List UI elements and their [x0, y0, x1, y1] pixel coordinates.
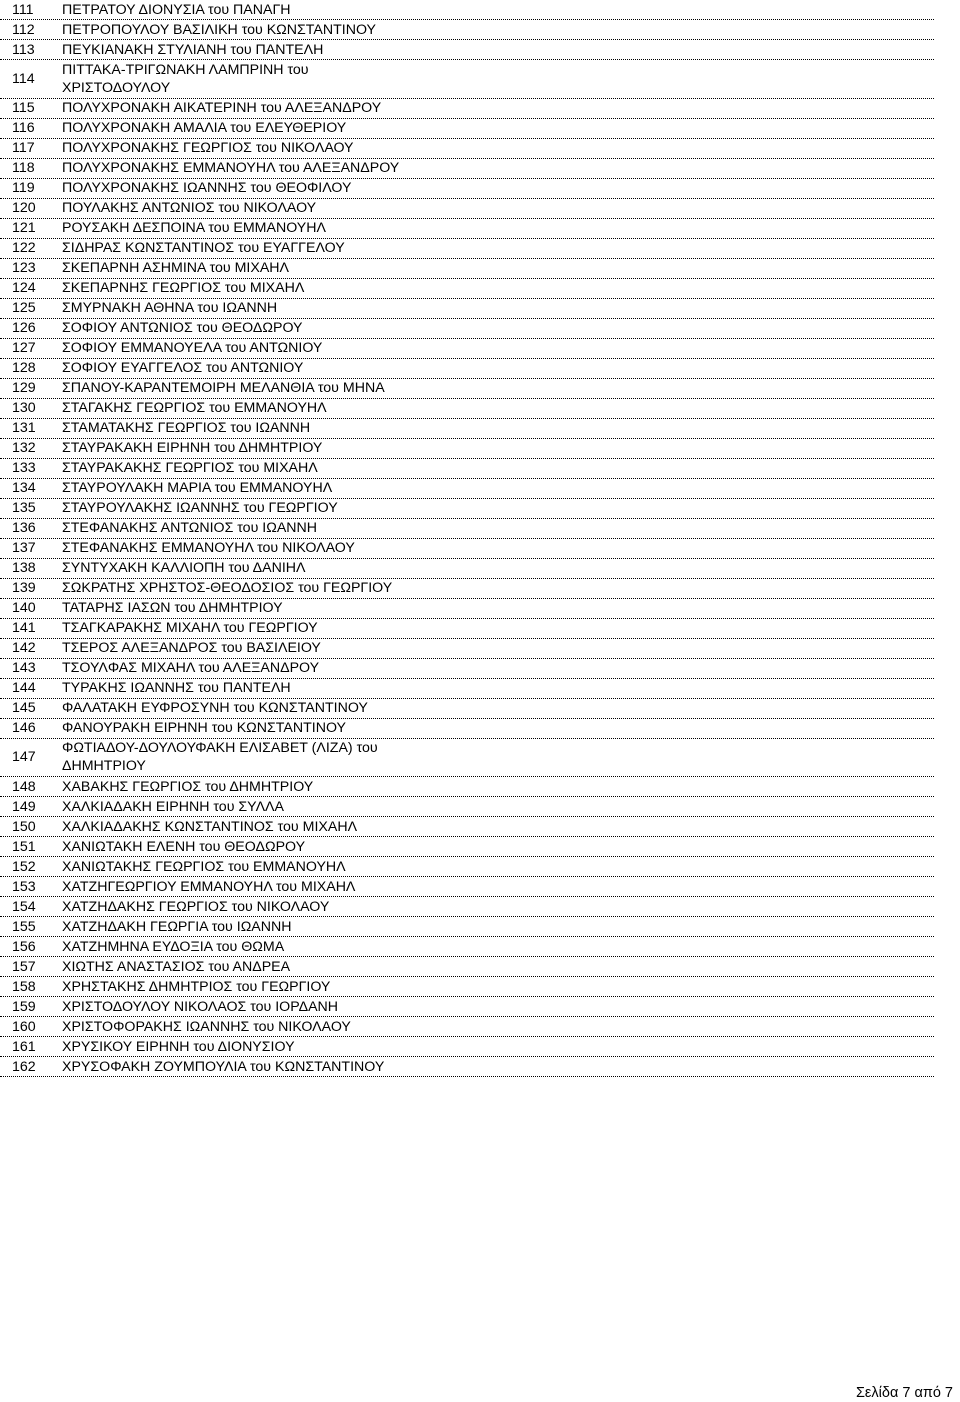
entry-name: ΤΣΟΥΛΦΑΣ ΜΙΧΑΗΛ του ΑΛΕΞΑΝΔΡΟΥ: [62, 660, 320, 676]
list-item: [0, 339, 934, 359]
entry-name: ΣΤΑΜΑΤΑΚΗΣ ΓΕΩΡΓΙΟΣ του ΙΩΑΝΝΗ: [62, 420, 311, 436]
entry-name: ΡΟΥΣΑΚΗ ΔΕΣΠΟΙΝΑ του ΕΜΜΑΝΟΥΗΛ: [62, 220, 326, 236]
entry-number: 112: [12, 21, 35, 38]
list-item: [0, 239, 934, 259]
entry-name: ΣΤΑΥΡΑΚΑΚΗΣ ΓΕΩΡΓΙΟΣ του ΜΙΧΑΗΛ: [62, 460, 318, 476]
list-item: [0, 359, 934, 379]
entry-name: ΧΑΛΚΙΑΔΑΚΗ ΕΙΡΗΝΗ του ΣΥΛΛΑ: [62, 798, 284, 815]
list-item: [0, 977, 934, 997]
entry-number: 133: [12, 460, 36, 476]
page-number: Σελίδα 7 από 7: [855, 1385, 953, 1401]
entry-number: 128: [12, 360, 36, 376]
entry-name: ΤΣΑΓΚΑΡΑΚΗΣ ΜΙΧΑΗΛ του ΓΕΩΡΓΙΟΥ: [62, 620, 318, 636]
list-item: [0, 279, 934, 299]
entry-name: ΠΟΛΥΧΡΟΝΑΚΗ ΑΜΑΛΙΑ του ΕΛΕΥΘΕΡΙΟΥ: [62, 120, 347, 136]
entry-name: ΣΤΕΦΑΝΑΚΗΣ ΕΜΜΑΝΟΥΗΛ του ΝΙΚΟΛΑΟΥ: [62, 540, 355, 556]
entry-name-line2: ΔΗΜΗΤΡΙΟΥ: [62, 758, 146, 775]
entry-name: ΧΡΙΣΤΟΦΟΡΑΚΗΣ ΙΩΑΝΝΗΣ του ΝΙΚΟΛΑΟΥ: [62, 1018, 351, 1035]
entry-name: ΣΤΑΥΡΟΥΛΑΚΗΣ ΙΩΑΝΝΗΣ του ΓΕΩΡΓΙΟΥ: [62, 500, 338, 516]
list-item: [0, 579, 934, 599]
list-item: [0, 539, 934, 559]
list-item: [0, 659, 934, 679]
entry-name: ΣΟΦΙΟΥ ΕΜΜΑΝΟΥΕΛΑ του ΑΝΤΩΝΙΟΥ: [62, 340, 323, 356]
entry-name: ΣΤΑΥΡΟΥΛΑΚΗ ΜΑΡΙΑ του ΕΜΜΑΝΟΥΗΛ: [62, 480, 333, 496]
list-item: [0, 319, 934, 339]
entry-number: 152: [12, 858, 36, 875]
entry-number: 145: [12, 700, 36, 716]
entry-number: 151: [12, 838, 36, 855]
entry-number: 138: [12, 560, 36, 576]
entry-number: 127: [12, 340, 36, 356]
entry-number: 113: [12, 41, 35, 58]
list-item: [0, 1037, 934, 1057]
entry-name: ΣΠΑΝΟΥ-ΚΑΡΑΝΤΕΜΟΙΡΗ ΜΕΛΑΝΘΙΑ του ΜΗΝΑ: [62, 380, 385, 396]
list-item: [0, 957, 934, 977]
entry-number: 111: [12, 1, 34, 18]
list-item: [0, 499, 934, 519]
list-item: [0, 1017, 934, 1037]
list-item: [0, 777, 934, 797]
list-item: [0, 159, 934, 179]
entry-name: ΧΑΛΚΙΑΔΑΚΗΣ ΚΩΝΣΤΑΝΤΙΝΟΣ του ΜΙΧΑΗΛ: [62, 818, 358, 835]
entry-name: ΧΡΙΣΤΟΔΟΥΛΟΥ ΝΙΚΟΛΑΟΣ του ΙΟΡΔΑΝΗ: [62, 998, 339, 1015]
entry-number: 117: [12, 140, 35, 156]
list-item: [0, 559, 934, 579]
list-item: [0, 837, 934, 857]
list-item: [0, 739, 934, 778]
list-item: [0, 60, 934, 99]
entry-number: 132: [12, 440, 36, 456]
entry-number: 149: [12, 798, 36, 815]
entry-name: [62, 61, 934, 97]
entry-number: 134: [12, 480, 36, 496]
list-item: [0, 679, 934, 699]
entry-number: 142: [12, 640, 36, 656]
entry-name: ΣΤΑΓΑΚΗΣ ΓΕΩΡΓΙΟΣ του ΕΜΜΑΝΟΥΗΛ: [62, 400, 327, 416]
entry-name: ΤΣΕΡΟΣ ΑΛΕΞΑΝΔΡΟΣ του ΒΑΣΙΛΕΙΟΥ: [62, 640, 321, 656]
list-item: [0, 1057, 934, 1077]
entry-name-line1: ΦΩΤΙΑΔΟΥ-ΔΟΥΛΟΥΦΑΚΗ ΕΛΙΣΑΒΕΤ (ΛΙΖΑ) του: [62, 740, 378, 757]
list-item: [0, 399, 934, 419]
list-item: [0, 619, 934, 639]
entry-name: ΤΥΡΑΚΗΣ ΙΩΑΝΝΗΣ του ΠΑΝΤΕΛΗ: [62, 680, 291, 696]
list-item: [0, 639, 934, 659]
entry-number: 116: [12, 120, 35, 136]
entry-number: 126: [12, 320, 36, 336]
entry-name-line1: ΠΙΤΤΑΚΑ-ΤΡΙΓΩΝΑΚΗ ΛΑΜΠΡΙΝΗ του: [62, 61, 309, 78]
entry-number: 153: [12, 878, 36, 895]
entry-number: 157: [12, 958, 36, 975]
list-item: [0, 219, 934, 239]
entry-number: 114: [12, 70, 35, 87]
entry-name: ΧΑΤΖΗΜΗΝΑ ΕΥΔΟΞΙΑ του ΘΩΜΑ: [62, 938, 285, 955]
entry-name: ΧΡΥΣΟΦΑΚΗ ΖΟΥΜΠΟΥΛΙΑ του ΚΩΝΣΤΑΝΤΙΝΟΥ: [62, 1058, 385, 1075]
list-item: [0, 419, 934, 439]
entry-number: 129: [12, 380, 36, 396]
list-item: [0, 699, 934, 719]
entry-number: 150: [12, 818, 36, 835]
entry-number: 122: [12, 240, 36, 256]
entry-number: 159: [12, 998, 36, 1015]
entry-number: 118: [12, 160, 35, 176]
list-item: [0, 439, 934, 459]
entry-name: ΧΑΝΙΩΤΑΚΗΣ ΓΕΩΡΓΙΟΣ του ΕΜΜΑΝΟΥΗΛ: [62, 858, 346, 875]
entry-number: 124: [12, 280, 36, 296]
entry-name: ΠΟΛΥΧΡΟΝΑΚΗΣ ΓΕΩΡΓΙΟΣ του ΝΙΚΟΛΑΟΥ: [62, 140, 354, 156]
entry-name: ΣΥΝΤΥΧΑΚΗ ΚΑΛΛΙΟΠΗ του ΔΑΝΙΗΛ: [62, 560, 306, 576]
entry-number: 141: [12, 620, 36, 636]
entry-name: ΧΡΥΣΙΚΟΥ ΕΙΡΗΝΗ του ΔΙΟΝΥΣΙΟΥ: [62, 1038, 295, 1055]
entry-number: 160: [12, 1018, 36, 1035]
list-item: [0, 797, 934, 817]
entry-name: ΣΤΕΦΑΝΑΚΗΣ ΑΝΤΩΝΙΟΣ του ΙΩΑΝΝΗ: [62, 520, 318, 536]
entry-number: 154: [12, 898, 36, 915]
entry-name: ΦΑΛΑΤΑΚΗ ΕΥΦΡΟΣΥΝΗ του ΚΩΝΣΤΑΝΤΙΝΟΥ: [62, 700, 368, 716]
entry-number: 147: [12, 749, 36, 766]
entry-name: [62, 739, 934, 775]
list-item: [0, 119, 934, 139]
list-item: [0, 917, 934, 937]
entry-name: ΧΡΗΣΤΑΚΗΣ ΔΗΜΗΤΡΙΟΣ του ΓΕΩΡΓΙΟΥ: [62, 978, 331, 995]
entry-number: 148: [12, 778, 36, 795]
entry-name: ΧΙΩΤΗΣ ΑΝΑΣΤΑΣΙΟΣ του ΑΝΔΡΕΑ: [62, 958, 291, 975]
list-item: [0, 0, 934, 20]
entry-number: 125: [12, 300, 36, 316]
entry-number: 115: [12, 100, 35, 116]
list-item: [0, 599, 934, 619]
entry-number: 136: [12, 520, 36, 536]
entry-number: 158: [12, 978, 36, 995]
list-item: [0, 857, 934, 877]
list-item: [0, 259, 934, 279]
list-item: [0, 479, 934, 499]
list-item: [0, 459, 934, 479]
entry-name: ΧΑΤΖΗΔΑΚΗ ΓΕΩΡΓΙΑ του ΙΩΑΝΝΗ: [62, 918, 292, 935]
entry-number: 130: [12, 400, 36, 416]
entry-name: ΠΟΛΥΧΡΟΝΑΚΗΣ ΙΩΑΝΝΗΣ του ΘΕΟΦΙΛΟΥ: [62, 180, 352, 196]
entry-number: 143: [12, 660, 36, 676]
list-item: [0, 99, 934, 119]
entry-number: 121: [12, 220, 36, 236]
entry-name: ΣΟΦΙΟΥ ΕΥΑΓΓΕΛΟΣ του ΑΝΤΩΝΙΟΥ: [62, 360, 304, 376]
entry-name: ΣΚΕΠΑΡΝΗΣ ΓΕΩΡΓΙΟΣ του ΜΙΧΑΗΛ: [62, 280, 305, 296]
entry-name: ΧΑΤΖΗΓΕΩΡΓΙΟΥ ΕΜΜΑΝΟΥΗΛ του ΜΙΧΑΗΛ: [62, 878, 356, 895]
entry-number: 137: [12, 540, 36, 556]
entry-name: ΣΩΚΡΑΤΗΣ ΧΡΗΣΤΟΣ-ΘΕΟΔΟΣΙΟΣ του ΓΕΩΡΓΙΟΥ: [62, 580, 393, 596]
list-item: [0, 299, 934, 319]
entry-name: ΣΟΦΙΟΥ ΑΝΤΩΝΙΟΣ του ΘΕΟΔΩΡΟΥ: [62, 320, 303, 336]
list-item: [0, 719, 934, 739]
entry-number: 156: [12, 938, 36, 955]
entry-number: 144: [12, 680, 36, 696]
entry-name: ΠΟΛΥΧΡΟΝΑΚΗ ΑΙΚΑΤΕΡΙΝΗ του ΑΛΕΞΑΝΔΡΟΥ: [62, 100, 382, 116]
entry-name: ΧΑΤΖΗΔΑΚΗΣ ΓΕΩΡΓΙΟΣ του ΝΙΚΟΛΑΟΥ: [62, 898, 330, 915]
list-item: [0, 997, 934, 1017]
list-item: [0, 139, 934, 159]
list-item: [0, 179, 934, 199]
entry-number: 155: [12, 918, 36, 935]
entry-number: 135: [12, 500, 36, 516]
entry-number: 119: [12, 180, 35, 196]
list-item: [0, 199, 934, 219]
entry-name: ΣΙΔΗΡΑΣ ΚΩΝΣΤΑΝΤΙΝΟΣ του ΕΥΑΓΓΕΛΟΥ: [62, 240, 345, 256]
list-item: [0, 379, 934, 399]
entry-number: 123: [12, 260, 36, 276]
entry-name-line2: ΧΡΙΣΤΟΔΟΥΛΟΥ: [62, 79, 171, 96]
entry-name: ΠΕΤΡΑΤΟΥ ΔΙΟΝΥΣΙΑ του ΠΑΝΑΓΗ: [62, 1, 291, 18]
entry-name: ΠΟΛΥΧΡΟΝΑΚΗΣ ΕΜΜΑΝΟΥΗΛ του ΑΛΕΞΑΝΔΡΟΥ: [62, 160, 400, 176]
entry-name: ΠΕΥΚΙΑΝΑΚΗ ΣΤΥΛΙΑΝΗ του ΠΑΝΤΕΛΗ: [62, 41, 324, 58]
entry-name: ΠΕΤΡΟΠΟΥΛΟΥ ΒΑΣΙΛΙΚΗ του ΚΩΝΣΤΑΝΤΙΝΟΥ: [62, 21, 377, 38]
list-item: [0, 897, 934, 917]
list-item: [0, 20, 934, 40]
entry-number: 146: [12, 720, 36, 736]
entry-number: 140: [12, 600, 36, 616]
entry-name: ΤΑΤΑΡΗΣ ΙΑΣΩΝ του ΔΗΜΗΤΡΙΟΥ: [62, 600, 283, 616]
entry-name: ΣΤΑΥΡΑΚΑΚΗ ΕΙΡΗΝΗ του ΔΗΜΗΤΡΙΟΥ: [62, 440, 323, 456]
entry-name: ΠΟΥΛΑΚΗΣ ΑΝΤΩΝΙΟΣ του ΝΙΚΟΛΑΟΥ: [62, 200, 317, 216]
entry-name: ΣΚΕΠΑΡΝΗ ΑΣΗΜΙΝΑ του ΜΙΧΑΗΛ: [62, 260, 290, 276]
entry-number: 139: [12, 580, 36, 596]
entry-name: ΦΑΝΟΥΡΑΚΗ ΕΙΡΗΝΗ του ΚΩΝΣΤΑΝΤΙΝΟΥ: [62, 720, 347, 736]
entry-name: ΣΜΥΡΝΑΚΗ ΑΘΗΝΑ του ΙΩΑΝΝΗ: [62, 300, 278, 316]
entry-name: ΧΑΒΑΚΗΣ ΓΕΩΡΓΙΟΣ του ΔΗΜΗΤΡΙΟΥ: [62, 778, 314, 795]
entry-number: 131: [12, 420, 36, 436]
entry-name: ΧΑΝΙΩΤΑΚΗ ΕΛΕΝΗ του ΘΕΟΔΩΡΟΥ: [62, 838, 306, 855]
entry-number: 162: [12, 1058, 36, 1075]
list-item: [0, 519, 934, 539]
entry-number: 120: [12, 200, 36, 216]
list-item: [0, 40, 934, 60]
list-item: [0, 877, 934, 897]
list-item: [0, 937, 934, 957]
entry-number: 161: [12, 1038, 36, 1055]
list-item: [0, 817, 934, 837]
